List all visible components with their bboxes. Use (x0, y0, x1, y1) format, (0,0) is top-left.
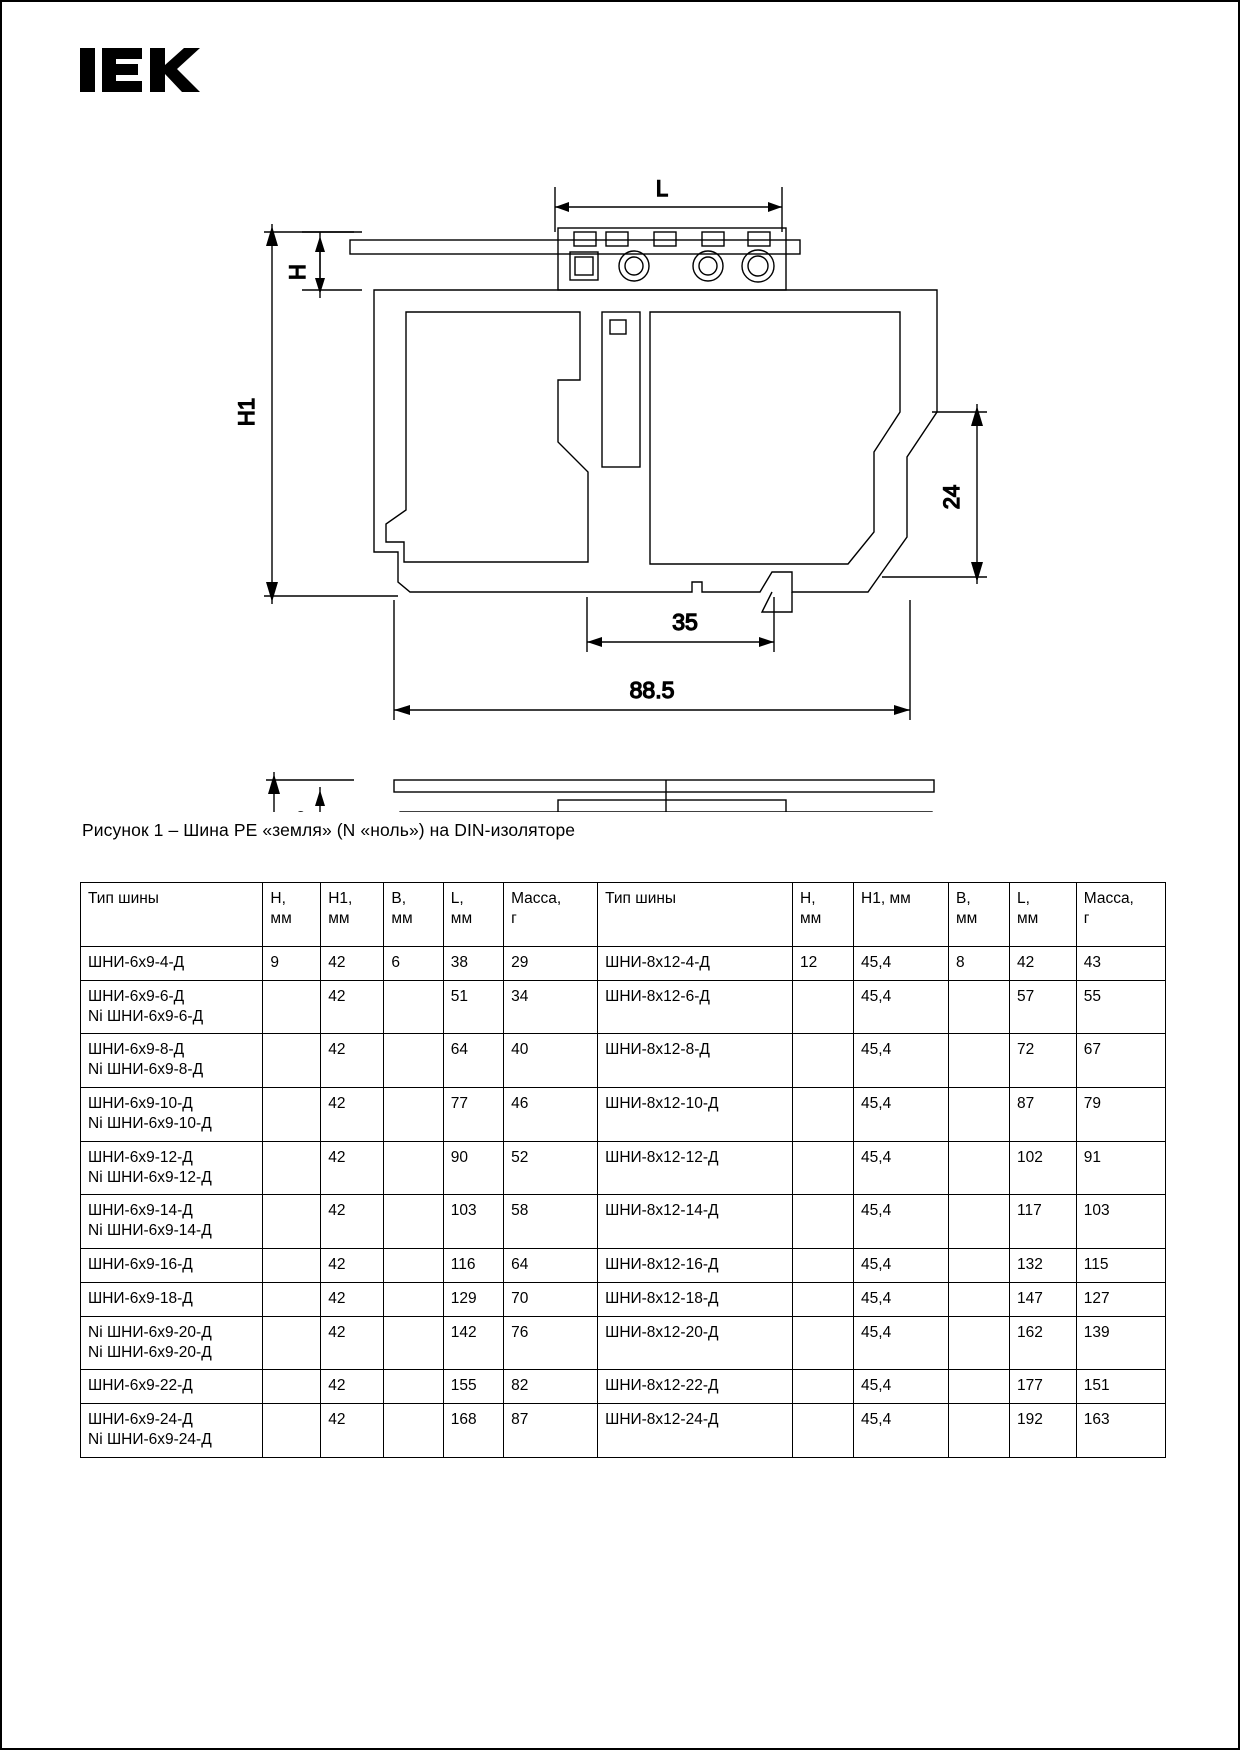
cell-b-1 (384, 1141, 443, 1195)
cell-mass-2: 139 (1076, 1316, 1165, 1370)
cell-mass-1: 82 (504, 1370, 598, 1404)
cell-h-2 (793, 1195, 854, 1249)
cell-b-2 (948, 1282, 1009, 1316)
cell-type-1: ШНИ-6х9-4-Д (81, 947, 263, 981)
cell-mass-2: 163 (1076, 1404, 1165, 1458)
cell-h1-1: 42 (321, 1249, 384, 1283)
cell-h-2 (793, 1088, 854, 1142)
cell-b-1 (384, 1034, 443, 1088)
cell-type-2: ШНИ-8х12-14-Д (598, 1195, 793, 1249)
cell-type-2: ШНИ-8х12-12-Д (598, 1141, 793, 1195)
cell-l-2: 177 (1010, 1370, 1077, 1404)
cell-b-2 (948, 1370, 1009, 1404)
header-b-1: B, мм (384, 883, 443, 947)
header-h-2: H, мм (793, 883, 854, 947)
cell-l-1: 142 (443, 1316, 503, 1370)
cell-type-2: ШНИ-8х12-6-Д (598, 980, 793, 1034)
cell-h1-1: 42 (321, 1370, 384, 1404)
cell-mass-1: 76 (504, 1316, 598, 1370)
cell-h-2 (793, 1282, 854, 1316)
cell-h1-2: 45,4 (854, 1282, 949, 1316)
cell-h1-1: 42 (321, 1088, 384, 1142)
cell-h1-2: 45,4 (854, 1034, 949, 1088)
cell-mass-2: 151 (1076, 1370, 1165, 1404)
cell-l-2: 72 (1010, 1034, 1077, 1088)
cell-h1-1: 42 (321, 1316, 384, 1370)
cell-h1-2: 45,4 (854, 1249, 949, 1283)
svg-text:35: 35 (672, 609, 698, 635)
cell-l-2: 117 (1010, 1195, 1077, 1249)
table-row (81, 1088, 1166, 1142)
cell-h-1 (263, 1282, 321, 1316)
cell-l-1: 129 (443, 1282, 503, 1316)
cell-b-2 (948, 1088, 1009, 1142)
table-row (81, 1034, 1166, 1088)
cell-l-1: 168 (443, 1404, 503, 1458)
cell-type-1: ШНИ-6х9-14-Д Ni ШНИ-6х9-14-Д (81, 1195, 263, 1249)
cell-h1-2: 45,4 (854, 1141, 949, 1195)
cell-mass-2: 115 (1076, 1249, 1165, 1283)
cell-b-1 (384, 1404, 443, 1458)
cell-type-2: ШНИ-8х12-18-Д (598, 1282, 793, 1316)
cell-mass-1: 40 (504, 1034, 598, 1088)
cell-b-2 (948, 1404, 1009, 1458)
cell-h-1 (263, 1034, 321, 1088)
cell-mass-1: 70 (504, 1282, 598, 1316)
cell-type-1: ШНИ-6х9-22-Д (81, 1370, 263, 1404)
cell-l-2: 57 (1010, 980, 1077, 1034)
cell-mass-1: 46 (504, 1088, 598, 1142)
cell-mass-2: 127 (1076, 1282, 1165, 1316)
cell-h-1 (263, 980, 321, 1034)
header-l-2: L, мм (1010, 883, 1077, 947)
cell-l-2: 147 (1010, 1282, 1077, 1316)
table-row (81, 1370, 1166, 1404)
cell-l-1: 51 (443, 980, 503, 1034)
header-h-1: H, мм (263, 883, 321, 947)
table-row (81, 1141, 1166, 1195)
cell-l-2: 162 (1010, 1316, 1077, 1370)
cell-mass-2: 79 (1076, 1088, 1165, 1142)
svg-text:H: H (285, 264, 310, 280)
cell-type-2: ШНИ-8х12-20-Д (598, 1316, 793, 1370)
table-row (81, 947, 1166, 981)
cell-b-2 (948, 1195, 1009, 1249)
cell-h-2 (793, 1316, 854, 1370)
cell-b-1 (384, 980, 443, 1034)
cell-b-1: 6 (384, 947, 443, 981)
cell-h-2 (793, 980, 854, 1034)
header-mass-2: Масса, г (1076, 883, 1165, 947)
cell-b-2 (948, 980, 1009, 1034)
specification-table (80, 882, 1166, 1458)
cell-type-2: ШНИ-8х12-24-Д (598, 1404, 793, 1458)
header-b-2: B, мм (948, 883, 1009, 947)
cell-l-2: 102 (1010, 1141, 1077, 1195)
header-l-1: L, мм (443, 883, 503, 947)
cell-h-2: 12 (793, 947, 854, 981)
header-h1-2: H1, мм (854, 883, 949, 947)
cell-b-2 (948, 1249, 1009, 1283)
iek-logo (80, 40, 200, 100)
cell-h1-2: 45,4 (854, 980, 949, 1034)
table-header-row (81, 883, 1166, 947)
cell-h1-1: 42 (321, 980, 384, 1034)
cell-mass-1: 29 (504, 947, 598, 981)
cell-b-2 (948, 1141, 1009, 1195)
technical-drawing (2, 112, 1240, 812)
cell-h1-2: 45,4 (854, 947, 949, 981)
svg-text:H1: H1 (234, 397, 259, 427)
header-h1-1: H1, мм (321, 883, 384, 947)
cell-h1-1: 42 (321, 1141, 384, 1195)
cell-type-2: ШНИ-8х12-22-Д (598, 1370, 793, 1404)
cell-h-1 (263, 1404, 321, 1458)
cell-mass-2: 43 (1076, 947, 1165, 981)
cell-mass-1: 52 (504, 1141, 598, 1195)
cell-b-1 (384, 1282, 443, 1316)
svg-text:B (285, 811, 310, 812)
cell-b-2 (948, 1034, 1009, 1088)
cell-h1-2: 45,4 (854, 1404, 949, 1458)
cell-b-2 (948, 1316, 1009, 1370)
cell-mass-1: 34 (504, 980, 598, 1034)
cell-h-1 (263, 1088, 321, 1142)
cell-l-2: 87 (1010, 1088, 1077, 1142)
svg-text:88.5: 88.5 (629, 677, 675, 703)
cell-mass-1: 64 (504, 1249, 598, 1283)
cell-b-1 (384, 1088, 443, 1142)
cell-type-2: ШНИ-8х12-4-Д (598, 947, 793, 981)
table-row (81, 1316, 1166, 1370)
cell-h-2 (793, 1141, 854, 1195)
cell-type-2: ШНИ-8х12-8-Д (598, 1034, 793, 1088)
cell-mass-2: 91 (1076, 1141, 1165, 1195)
table-row (81, 1249, 1166, 1283)
cell-h-2 (793, 1034, 854, 1088)
cell-b-1 (384, 1249, 443, 1283)
cell-h1-2: 45,4 (854, 1088, 949, 1142)
cell-b-2: 8 (948, 947, 1009, 981)
cell-h1-1: 42 (321, 947, 384, 981)
cell-l-1: 155 (443, 1370, 503, 1404)
cell-l-2: 42 (1010, 947, 1077, 981)
table-row (81, 980, 1166, 1034)
cell-h1-2: 45,4 (854, 1370, 949, 1404)
table-row (81, 1195, 1166, 1249)
cell-l-1: 103 (443, 1195, 503, 1249)
svg-text:L: L (655, 176, 669, 201)
header-type-1: Тип шины (81, 883, 263, 947)
cell-h-1 (263, 1249, 321, 1283)
cell-l-2: 192 (1010, 1404, 1077, 1458)
table-row (81, 1404, 1166, 1458)
cell-mass-1: 58 (504, 1195, 598, 1249)
cell-type-1: ШНИ-6х9-18-Д (81, 1282, 263, 1316)
cell-type-1: ШНИ-6х9-24-Д Ni ШНИ-6х9-24-Д (81, 1404, 263, 1458)
cell-h1-1: 42 (321, 1034, 384, 1088)
cell-mass-1: 87 (504, 1404, 598, 1458)
cell-type-1: ШНИ-6х9-8-Д Ni ШНИ-6х9-8-Д (81, 1034, 263, 1088)
table-row (81, 1282, 1166, 1316)
cell-type-1: Ni ШНИ-6х9-20-Д Ni ШНИ-6х9-20-Д (81, 1316, 263, 1370)
figure-caption: Рисунок 1 – Шина РЕ «земля» (N «ноль») на DIN-изоляторе (82, 820, 576, 840)
cell-mass-2: 55 (1076, 980, 1165, 1034)
cell-type-2: ШНИ-8х12-10-Д (598, 1088, 793, 1142)
cell-type-1: ШНИ-6х9-6-Д Ni ШНИ-6х9-6-Д (81, 980, 263, 1034)
cell-l-1: 38 (443, 947, 503, 981)
cell-h1-2: 45,4 (854, 1316, 949, 1370)
cell-h-1 (263, 1141, 321, 1195)
cell-b-1 (384, 1195, 443, 1249)
svg-text:24: 24 (939, 484, 964, 510)
cell-h1-1: 42 (321, 1195, 384, 1249)
cell-type-2: ШНИ-8х12-16-Д (598, 1249, 793, 1283)
header-type-2: Тип шины (598, 883, 793, 947)
cell-mass-2: 67 (1076, 1034, 1165, 1088)
cell-h-1 (263, 1370, 321, 1404)
cell-h-2 (793, 1370, 854, 1404)
cell-b-1 (384, 1370, 443, 1404)
cell-l-1: 64 (443, 1034, 503, 1088)
cell-l-1: 116 (443, 1249, 503, 1283)
cell-h1-1: 42 (321, 1404, 384, 1458)
cell-h1-1: 42 (321, 1282, 384, 1316)
cell-h-2 (793, 1404, 854, 1458)
cell-h-1 (263, 1316, 321, 1370)
header-mass-1: Масса, г (504, 883, 598, 947)
cell-type-1: ШНИ-6х9-16-Д (81, 1249, 263, 1283)
cell-l-1: 90 (443, 1141, 503, 1195)
cell-mass-2: 103 (1076, 1195, 1165, 1249)
cell-b-1 (384, 1316, 443, 1370)
cell-l-2: 132 (1010, 1249, 1077, 1283)
cell-h-1 (263, 1195, 321, 1249)
cell-type-1: ШНИ-6х9-12-Д Ni ШНИ-6х9-12-Д (81, 1141, 263, 1195)
cell-h1-2: 45,4 (854, 1195, 949, 1249)
cell-h-1: 9 (263, 947, 321, 981)
cell-l-1: 77 (443, 1088, 503, 1142)
cell-h-2 (793, 1249, 854, 1283)
cell-type-1: ШНИ-6х9-10-Д Ni ШНИ-6х9-10-Д (81, 1088, 263, 1142)
